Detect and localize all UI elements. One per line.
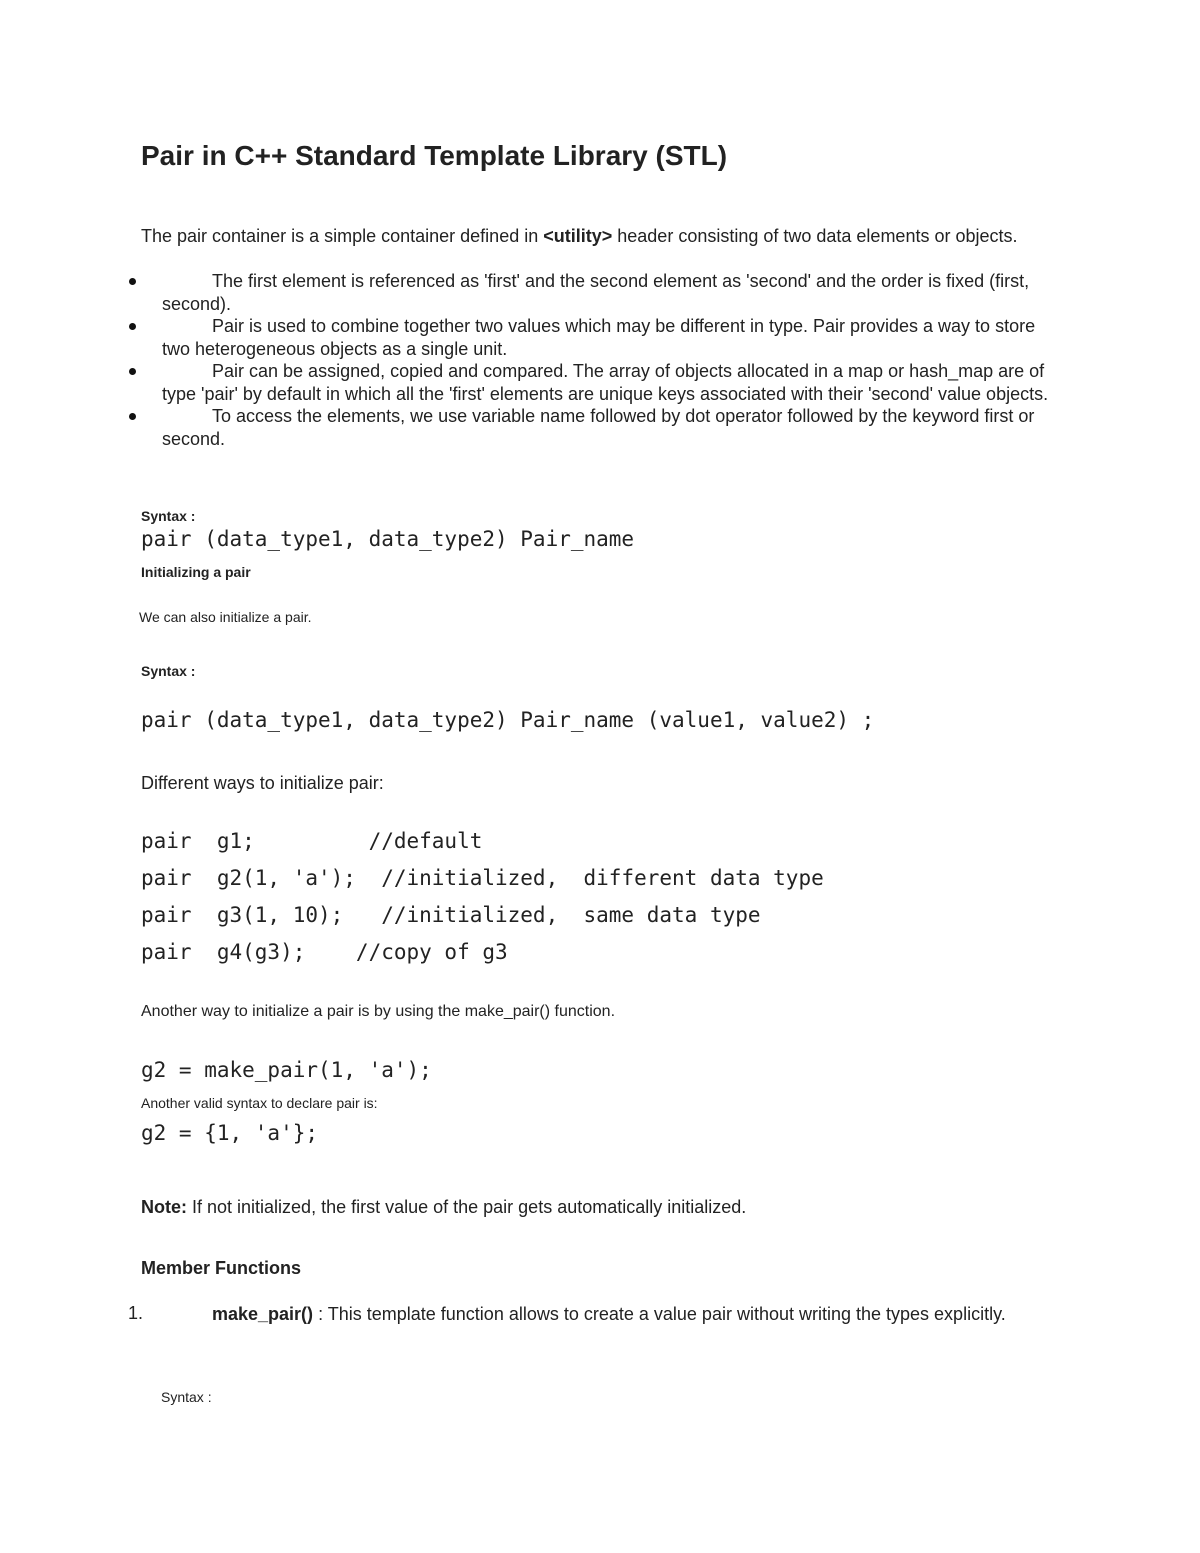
make-pair-code: g2 = make_pair(1, 'a'); xyxy=(141,1058,432,1082)
bullet-icon xyxy=(129,323,136,330)
code-line: pair g2(1, 'a'); //initialized, different data type xyxy=(141,866,824,890)
pair-features-list xyxy=(124,270,1064,450)
make-pair-text: Another way to initialize a pair is by using the make_pair() function. xyxy=(141,1003,616,1020)
list-item xyxy=(124,315,1064,360)
another-syntax-text: Another valid syntax to declare pair is: xyxy=(141,1095,378,1111)
list-item xyxy=(124,405,1064,450)
syntax-initialization-code: pair (data_type1, data_type2) Pair_name (value1, value2) ; xyxy=(141,708,875,732)
intro-paragraph xyxy=(141,225,1061,248)
page-title: Pair in C++ Standard Template Library (STL) xyxy=(141,140,728,171)
code-line: pair g3(1, 10); //initialized, same data type xyxy=(141,903,761,927)
brace-init-code: g2 = {1, 'a'}; xyxy=(141,1121,319,1145)
member-function-description: : This template function allows to create a value pair without writing the types explicitly. xyxy=(313,1304,1006,1324)
member-functions-heading: Member Functions xyxy=(141,1258,302,1278)
initializing-text: We can also initialize a pair. xyxy=(139,609,312,625)
code-line: pair g4(g3); //copy of g3 xyxy=(141,940,508,964)
note-text: If not initialized, the first value of the pair gets automatically initialized. xyxy=(187,1197,747,1217)
list-item xyxy=(124,360,1064,405)
syntax-declaration-code: pair (data_type1, data_type2) Pair_name xyxy=(141,527,635,551)
intro-text-before: The pair container is a simple container defined in xyxy=(141,226,544,246)
bullet-text: Pair is used to combine together two values which may be different in type. Pair provides a way to store two heterogeneous objects as a single unit. xyxy=(162,316,1036,359)
note-paragraph xyxy=(141,1196,746,1219)
bullet-icon xyxy=(129,413,136,420)
syntax-label: Syntax : xyxy=(141,663,196,679)
list-item xyxy=(124,270,1064,315)
syntax-label: Syntax : xyxy=(161,1389,212,1405)
code-line: pair g1; //default xyxy=(141,829,483,853)
bullet-text: The first element is referenced as 'first' and the second element as 'second' and the order is fixed (first, second). xyxy=(162,271,1030,314)
bullet-icon xyxy=(129,278,136,285)
initializing-heading: Initializing a pair xyxy=(141,564,251,580)
member-function-item xyxy=(162,1303,1042,1326)
member-function-name: make_pair() xyxy=(212,1304,314,1324)
bullet-text: To access the elements, we use variable name followed by dot operator followed by the keyword first or second. xyxy=(162,406,1035,449)
syntax-label: Syntax : xyxy=(141,508,196,524)
note-label: Note: xyxy=(141,1197,187,1217)
bullet-icon xyxy=(129,368,136,375)
bullet-text: Pair can be assigned, copied and compared. The array of objects allocated in a map or hash_map are of type 'pair' by default in which all the 'first' elements are unique keys associated with their 'second' value objects. xyxy=(162,361,1049,404)
intro-text-after: header consisting of two data elements or objects. xyxy=(612,226,1018,246)
utility-header-tag: <utility> xyxy=(543,226,613,246)
different-ways-text: Different ways to initialize pair: xyxy=(141,773,384,793)
list-number: 1. xyxy=(128,1303,144,1323)
